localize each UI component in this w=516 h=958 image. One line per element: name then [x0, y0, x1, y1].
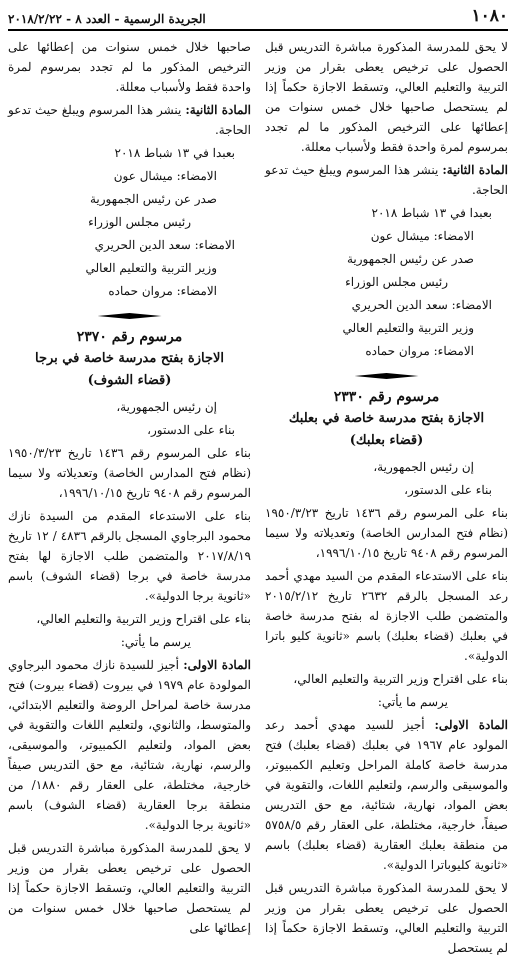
article-text: ينشر هذا المرسوم ويبلغ حيث تدعو الحاجة. — [8, 103, 251, 137]
signature-line: وزير التربية والتعليم العالي — [342, 321, 474, 335]
paragraph: إن رئيس الجمهورية، — [373, 460, 474, 474]
date-line: بعبدا في ١٣ شباط ٢٠١٨ — [114, 146, 235, 160]
article-text: أجيز للسيد مهدي أحمد رعد المولود عام ١٩٦٧ في بعلبك (قضاء بعلبك) فتح مدرسة خاصة كاملة المراحل وتعليم الكمبيوتر، والموسيقى والرسم، ولتعليم اللغات، والتقوية في بعض المواد، نهارية، شتائية، مع حق التدريس صيفاً، خارجية، مختلطة، على العقار رقم ٥٧٥٨/٥ من منطقة بعلبك العقارية (قضاء بعلبك) باسم «ثانوية كليوباترا الدولية». — [265, 718, 509, 872]
paragraph: بناء على الدستور، — [147, 423, 235, 437]
page-header — [8, 6, 508, 26]
article-label: المادة الاولى: — [183, 658, 252, 672]
signature-line: الامضاء: مروان حماده — [108, 284, 217, 298]
signature-line: رئيس مجلس الوزراء — [345, 275, 448, 289]
paragraph: صاحبها خلال خمس سنوات من إعطائها على الترخيص المذكور ما لم تجدد بمرسوم لمرة واحدة فقط ولأسباب معللة. — [8, 40, 251, 94]
decree-title: مرسوم رقم ٢٣٣٠ — [333, 389, 440, 405]
paragraph: بناء على الاستدعاء المقدم من السيدة نازك محمود البرجاوي المسجل بالرقم ٤٨٣٦ / ١٢ تاريخ ٢٠١٧/٨/١٩ والمتضمن طلب الاجازة لها بفتح مدرسة خاصة في برجا (قضاء الشوف) باسم «ثانوية برجا الدولية». — [8, 509, 252, 603]
signature-line: صدر عن رئيس الجمهورية — [346, 252, 474, 266]
paragraph: لا يحق للمدرسة المذكورة مباشرة التدريس قبل الحصول على ترخيص يعطى بقرار من وزير التربية والتعليم العالي، وتسقط الاجازة حكماً إذا لم يستحصل صاحبها خلال خمس سنوات من إعطائها على الترخيص المذكور ما لم تجدد بمرسوم لمرة واحدة فقط ولأسباب معللة. — [265, 40, 508, 154]
body-columns — [8, 37, 509, 955]
paragraph: لا يحق للمدرسة المذكورة مباشرة التدريس قبل الحصول على ترخيص يعطى بقرار من وزير التربية والتعليم العالي، وتسقط الاجازة حكماً إذا لم يستحصل — [265, 881, 508, 955]
signature-line: الامضاء: ميشال عون — [370, 229, 474, 243]
signature-line: صدر عن رئيس الجمهورية — [89, 192, 217, 206]
signature-line: رئيس مجلس الوزراء — [88, 215, 191, 229]
article-two — [8, 100, 251, 140]
signature-line: الامضاء: ميشال عون — [113, 169, 217, 183]
decree-district: (قضاء الشوف) — [87, 373, 172, 388]
paragraph: بناء على المرسوم رقم ١٤٣٦ تاريخ ١٩٥٠/٣/٢٣ (نظام فتح المدارس الخاصة) وتعديلاته ولا سيما المرسوم رقم ٩٤٠٨ تاريخ ١٩٩٦/١٠/١٥، — [8, 446, 251, 500]
decree-subtitle: الاجازة بفتح مدرسة خاصة في برجا — [34, 351, 225, 366]
paragraph: بناء على اقتراح وزير التربية والتعليم العالي، — [36, 612, 251, 626]
paragraph: يرسم ما يأتي: — [120, 635, 191, 649]
running-title: الجريدة الرسمية - العدد ٨ - ٢٠١٨/٢/٢٢ — [8, 12, 206, 26]
paragraph: بناء على الدستور، — [404, 483, 492, 497]
paragraph: بناء على الاستدعاء المقدم من السيد مهدي أحمد رعد المسجل بالرقم ٢٦٣٢ تاريخ ٢٠١٥/٢/١٢ والمتضمن طلب الاجازة له بفتح مدرسة خاصة في بعلبك (قضاء بعلبك) باسم «ثانوية كليو باترا الدولية». — [265, 569, 508, 663]
header-divider — [8, 29, 508, 31]
paragraph: لا يحق للمدرسة المذكورة مباشرة التدريس قبل الحصول على ترخيص يعطى بقرار من وزير التربية والتعليم العالي، وتسقط الاجازة حكماً إذا لم يستحصل صاحبها خلال خمس سنوات من إعطائها على — [8, 841, 251, 935]
date-line: بعبدا في ١٣ شباط ٢٠١٨ — [371, 206, 492, 220]
article-text: ينشر هذا المرسوم ويبلغ حيث تدعو الحاجة. — [265, 163, 508, 197]
page-number: ١٠٨٠ — [471, 6, 508, 26]
article-two — [265, 160, 508, 200]
column-gutter — [251, 37, 265, 857]
article-one — [8, 655, 251, 835]
section-divider — [8, 307, 251, 325]
article-label: المادة الثانية: — [185, 103, 251, 117]
right-column — [265, 37, 509, 955]
section-divider — [265, 367, 508, 385]
article-text: أجيز للسيدة نازك محمود البرجاوي المولودة عام ١٩٧٩ في بيروت (قضاء بيروت) فتح مدرسة خاصة لمراحل الروضة والتعليم الابتدائي، والمتوسط، والثانوي، ولتعليم اللغات والتقوية في بعض المواد، ولتعليم الكمبيوتر، والموسيقى، والرسم، نهارية، شتائية، مع حق التدريس صيفاً خارجية، مختلطة، على العقار رقم ١٨٨٠/ من منطقة برجا العقارية (قضاء الشوف) باسم «ثانوية برجا الدولية». — [8, 658, 251, 832]
left-column — [8, 37, 252, 935]
article-label: المادة الاولى: — [434, 718, 508, 732]
signature-line: الامضاء: سعد الدين الحريري — [351, 298, 492, 312]
paragraph: يرسم ما يأتي: — [377, 695, 448, 709]
signature-line: وزير التربية والتعليم العالي — [85, 261, 217, 275]
article-label: المادة الثانية: — [442, 163, 508, 177]
paragraph: بناء على اقتراح وزير التربية والتعليم العالي، — [293, 672, 508, 686]
decree-title: مرسوم رقم ٢٣٧٠ — [76, 329, 183, 345]
paragraph: إن رئيس الجمهورية، — [116, 400, 217, 414]
paragraph: بناء على المرسوم رقم ١٤٣٦ تاريخ ١٩٥٠/٣/٢٣ (نظام فتح المدارس الخاصة) وتعديلاته ولا سيما المرسوم رقم ٩٤٠٨ تاريخ ١٩٩٦/١٠/١٥، — [265, 506, 508, 560]
article-one — [265, 715, 508, 875]
signature-line: الامضاء: مروان حماده — [365, 344, 474, 358]
signature-line: الامضاء: سعد الدين الحريري — [94, 238, 235, 252]
decree-subtitle: الاجازة بفتح مدرسة خاصة في بعلبك — [288, 411, 485, 426]
decree-district: (قضاء بعلبك) — [349, 433, 424, 448]
